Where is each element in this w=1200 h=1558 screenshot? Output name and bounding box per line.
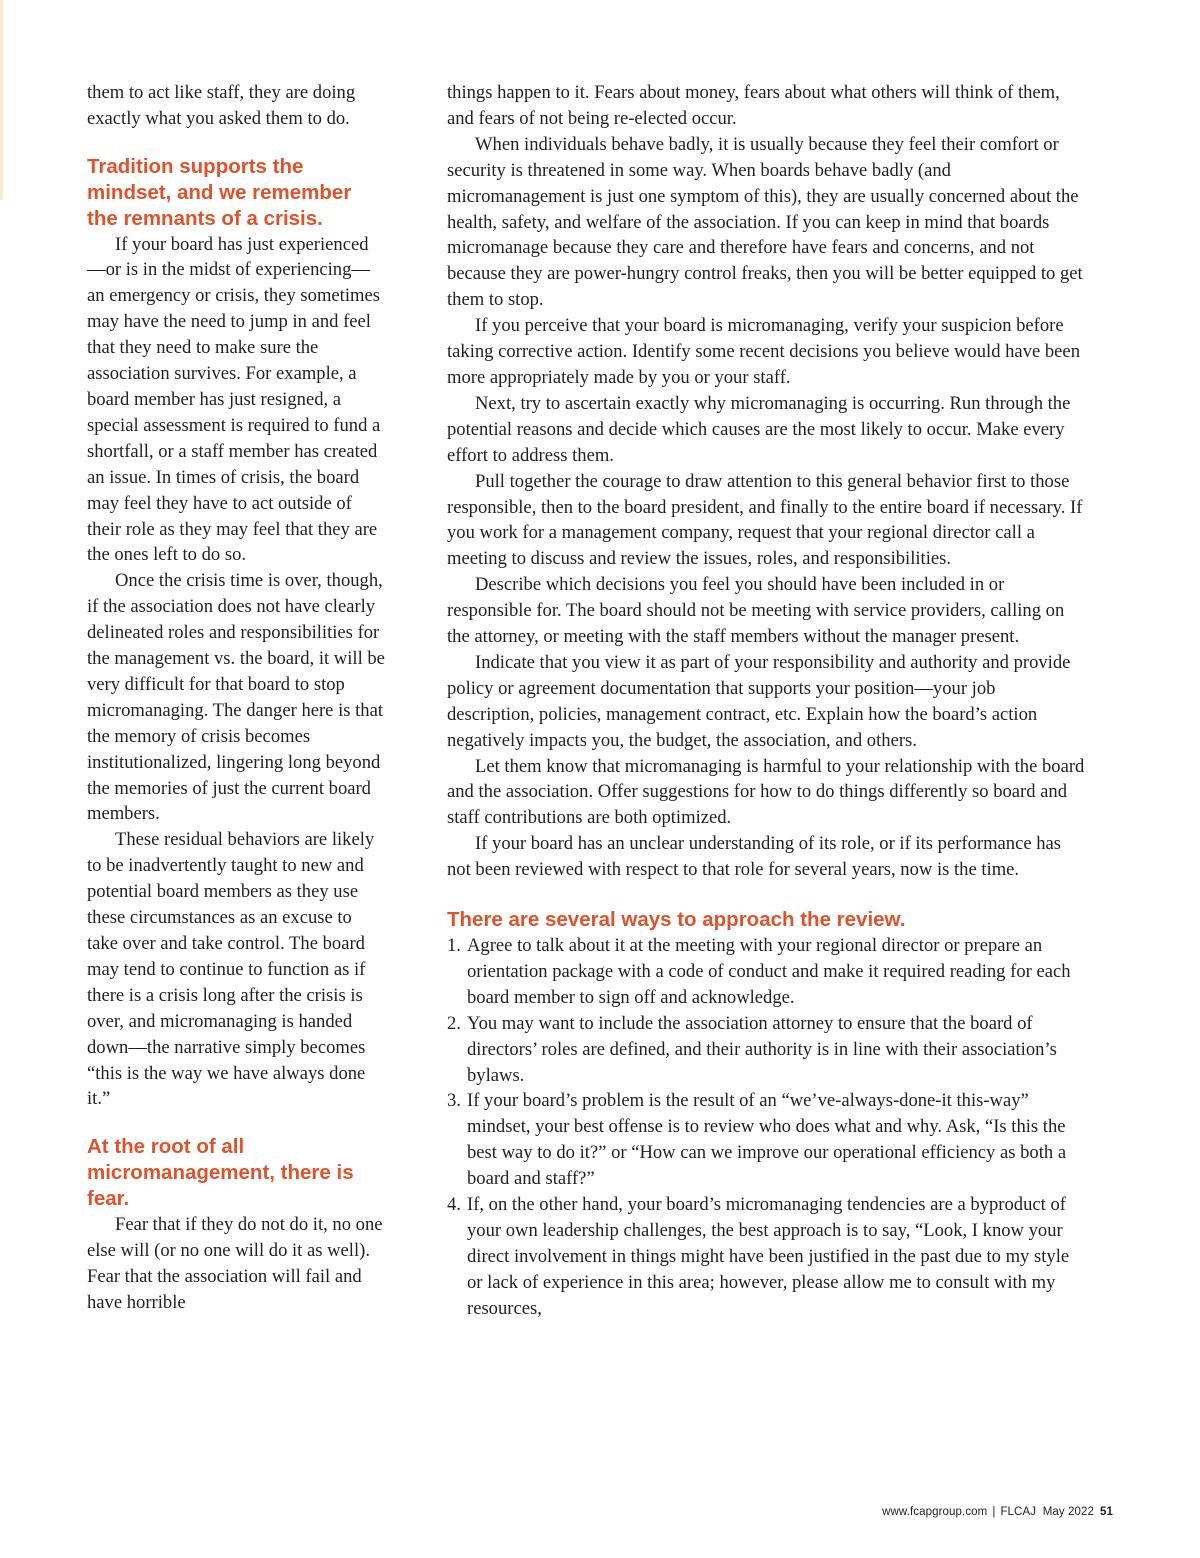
list-item-text: If, on the other hand, your board’s micromanaging tendencies are a byproduct of your own leadership challenges, the best approach is to say, “Look, I know your direct involvement in things might have been justified in the past due to my style or lack of experience in this area; however, please allow me to consult with my resources,	[467, 1194, 1070, 1319]
paragraph-ascertain-why: Next, try to ascertain exactly why micromanaging is occurring. Run through the potential reasons and decide which causes are the most likely to occur. Make every effort to address them.	[447, 392, 1071, 466]
paragraph-unclear-role: If your board has an unclear understanding of its role, or if its performance has not been reviewed with respect to that role for several years, now is the time.	[447, 833, 1062, 881]
list-number: 1.	[447, 935, 461, 956]
list-number: 2.	[447, 1012, 461, 1034]
page-footer	[882, 1506, 1113, 1518]
paragraph-verify-suspicion: If you perceive that your board is micromanaging, verify your suspicion before taking corrective action. Identify some recent decisions you believe would have been more appropriately made by you or your staff.	[447, 315, 1080, 388]
paragraph-crisis: If your board has just experienced—or is in the midst of experiencing—an emergency or crisis, they sometimes may have the need to jump in and feel that they need to make sure the association survives. For example, a board member has just resigned, a special assessment is required to fund a shortfall, or a staff member has created an issue. In times of crisis, the board may feel they have to act outside of their role as they may feel that they are the ones left to do so.	[87, 233, 381, 566]
list-item-text: If your board’s problem is the result of an “we’ve-always-done-it this-way” mindset, your best offense is to review who does what and why. Ask, “Is this the best way to do it?” or “How can we improve our operational efficiency as both a board and staff?”	[467, 1090, 1067, 1190]
list-number: 3.	[447, 1090, 461, 1112]
paragraph-intro: them to act like staff, they are doing exactly what you asked them to do.	[87, 82, 356, 129]
list-item	[447, 1088, 1087, 1192]
footer-url[interactable]: www.fcapgroup.com	[882, 1506, 988, 1518]
left-column	[87, 80, 385, 1316]
paragraph-indicate-authority: Indicate that you view it as part of your responsibility and authority and provide policy or agreement documentation that supports your position—your job description, policies, management contract, etc. Explain how the board’s action negatively impacts you, the budget, the association, and others.	[447, 651, 1071, 751]
paragraph-draw-attention: Pull together the courage to draw attention to this general behavior first to those responsible, then to the board president, and finally to the entire board if necessary. If you work for a management company, request that your regional director call a meeting to discuss and review the issues, roles, and responsibilities.	[447, 470, 1083, 570]
paragraph-behave-badly: When individuals behave badly, it is usually because they feel their comfort or security is threatened in some way. When boards behave badly (and micromanagement is just one symptom of this), they are usually concerned about the health, safety, and welfare of the association. If you can keep in mind that boards micromanage because they care and therefore have fears and concerns, and not because they are power-hungry control freaks, then you will be better equipped to get them to stop.	[447, 133, 1083, 311]
section-heading-fear: At the root of all micromanagement, there is fear.	[87, 1135, 354, 1211]
paragraph-fear: Fear that if they do not do it, no one else will (or no one will do it as well). Fear that the association will fail and have horrible	[87, 1214, 383, 1313]
list-item-text: Agree to talk about it at the meeting with your regional director or prepare an orientation package with a code of conduct and make it required reading for each board member to sign off and acknowledge.	[467, 935, 1071, 1008]
footer-publication: FLCAJ	[1000, 1506, 1037, 1518]
footer-separator: |	[992, 1506, 996, 1518]
list-item-text: You may want to include the association attorney to ensure that the board of directors’ roles are defined, and their authority is in line with their association’s bylaws.	[467, 1012, 1057, 1086]
paragraph-fear-continued: things happen to it. Fears about money, fears about what others will think of them, and fears of not being re-elected occur.	[447, 82, 1060, 129]
list-item	[447, 933, 1087, 1011]
page-number: 51	[1100, 1506, 1113, 1518]
paragraph-after-crisis: Once the crisis time is over, though, if the association does not have clearly delineated roles and responsibilities for the management vs. the board, it will be very difficult for that board to stop micromanaging. The danger here is that the memory of crisis becomes institutionalized, lingering long beyond the memories of just the current board members.	[87, 570, 385, 825]
section-heading-tradition: Tradition supports the mindset, and we remember the remnants of a crisis.	[87, 154, 352, 230]
paragraph-harmful-relationship: Let them know that micromanaging is harmful to your relationship with the board and the association. Offer suggestions for how to do things differently so board and staff contributions are both optimized.	[447, 755, 1085, 829]
paragraph-residual-behaviors: These residual behaviors are likely to be inadvertently taught to new and potential board members as they use these circumstances as an excuse to take over and take control. The board may tend to continue to function as if there is a crisis long after the crisis is over, and micromanaging is handed down—the narrative simply becomes “this is the way we have always done it.”	[87, 829, 375, 1110]
right-column	[447, 80, 1087, 1322]
footer-issue: May 2022	[1042, 1506, 1094, 1518]
paragraph-describe-decisions: Describe which decisions you feel you should have been included in or responsible for. The board should not be meeting with service providers, calling on the attorney, or meeting with the staff members without the manager present.	[447, 574, 1065, 648]
list-item	[447, 1011, 1087, 1089]
page-edge-strip	[0, 0, 3, 200]
review-approaches-list	[447, 933, 1087, 1322]
list-number: 4.	[447, 1194, 461, 1216]
list-item	[447, 1192, 1087, 1322]
section-heading-review: There are several ways to approach the review.	[447, 908, 906, 932]
